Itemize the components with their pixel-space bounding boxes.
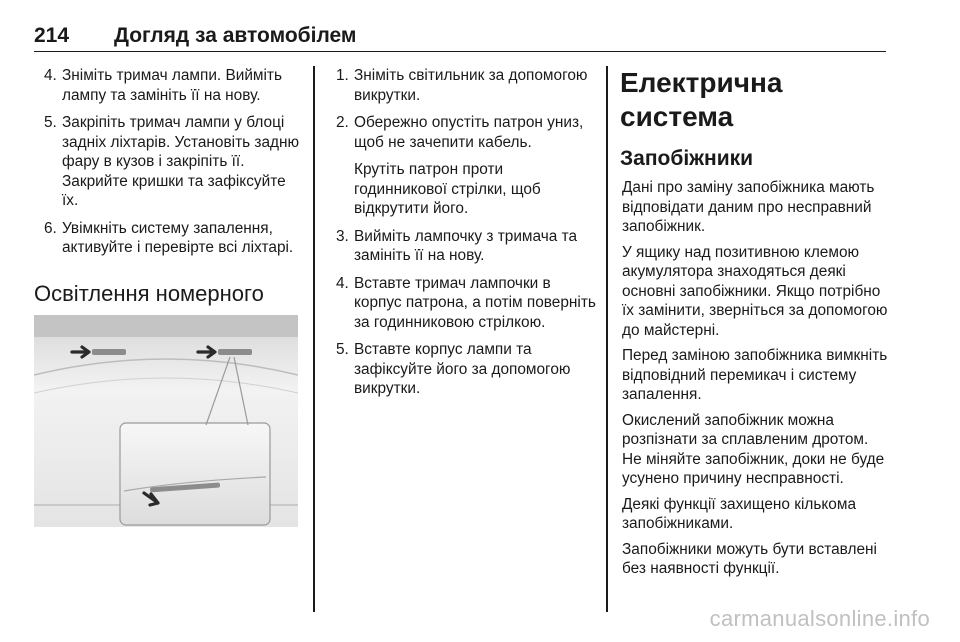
list-item: [330, 113, 598, 219]
list-item: [330, 227, 598, 266]
page-header: [34, 24, 886, 52]
list-item: [38, 66, 304, 105]
chapter-title: Електрична система: [620, 67, 783, 132]
step-number: 3.: [336, 227, 349, 245]
paragraph: У ящику над позитивною клемою акумулятора знаходяться деякі основні запобіжники. Якщо потрібно їх замінити, зверніться за допомогою до майстерні.: [622, 243, 888, 339]
step-text: Зніміть світильник за допомогою викрутки.: [354, 67, 588, 104]
list-item: [330, 340, 598, 399]
step-number: 6.: [44, 219, 57, 237]
step-number: 2.: [336, 114, 349, 131]
page-number: 214: [34, 24, 70, 47]
running-title: Догляд за автомобілем: [114, 24, 357, 47]
sub-heading: Запобіжники: [620, 147, 754, 170]
step-text: Увімкніть систему запалення, активуйте і перевірте всі ліхтарі.: [62, 219, 294, 256]
watermark: carmanualsonline.info: [709, 606, 930, 631]
paragraph: Запобіжники можуть бути вставлені без наявності функції.: [622, 540, 877, 577]
step-text: Вставте корпус лампи та зафіксуйте його за допомогою викрутки.: [354, 341, 571, 397]
list-item: [330, 274, 598, 333]
step-number: 5.: [336, 341, 349, 358]
paragraph: Деякі функції захищено кількома запобіжниками.: [622, 495, 857, 532]
column-middle: [330, 66, 598, 407]
step-number: 4.: [336, 274, 349, 292]
step-number: 1.: [336, 67, 349, 84]
paragraph: Перед заміною запобіжника вимкніть відповідний перемикач і систему запалення.: [622, 347, 888, 403]
step-number: 4.: [44, 67, 57, 84]
step-number: 5.: [44, 114, 57, 131]
paragraph: Окислений запобіжник можна розпізнати за сплавленим дротом. Не міняйте запобіжник, доки не буде усунено причину несправності.: [622, 411, 885, 487]
column-divider-2: [606, 66, 608, 612]
step-subtext: Крутіть патрон проти годинникової стрілки, щоб відкрутити його.: [354, 161, 541, 217]
list-item: [38, 219, 304, 258]
paragraph: Дані про заміну запобіжника мають відповідати даним про несправний запобіжник.: [622, 179, 875, 235]
list-item: [330, 66, 598, 105]
step-text: Зніміть тримач лампи. Вийміть лампу та замініть її на нову.: [62, 67, 282, 104]
section-title: Освітлення номерного: [34, 280, 264, 306]
step-text: Вийміть лампочку з тримача та замініть її на нову.: [354, 227, 578, 264]
column-left: [34, 66, 304, 348]
license-lamp-illustration: [34, 315, 298, 527]
step-text: Обережно опустіть патрон униз, щоб не зачепити кабель.: [354, 114, 584, 151]
column-divider-1: [313, 66, 315, 612]
list-item: [38, 113, 304, 211]
step-text: Закріпіть тримач лампи у блоці задніх ліхтарів. Установіть задню фару в кузов і закріпіть її. Закрийте кришки та зафіксуйте їх.: [62, 114, 300, 209]
column-right: [622, 66, 890, 585]
step-text: Вставте тримач лампочки в корпус патрона, а потім поверніть за годинниковою стрілкою.: [354, 274, 596, 331]
